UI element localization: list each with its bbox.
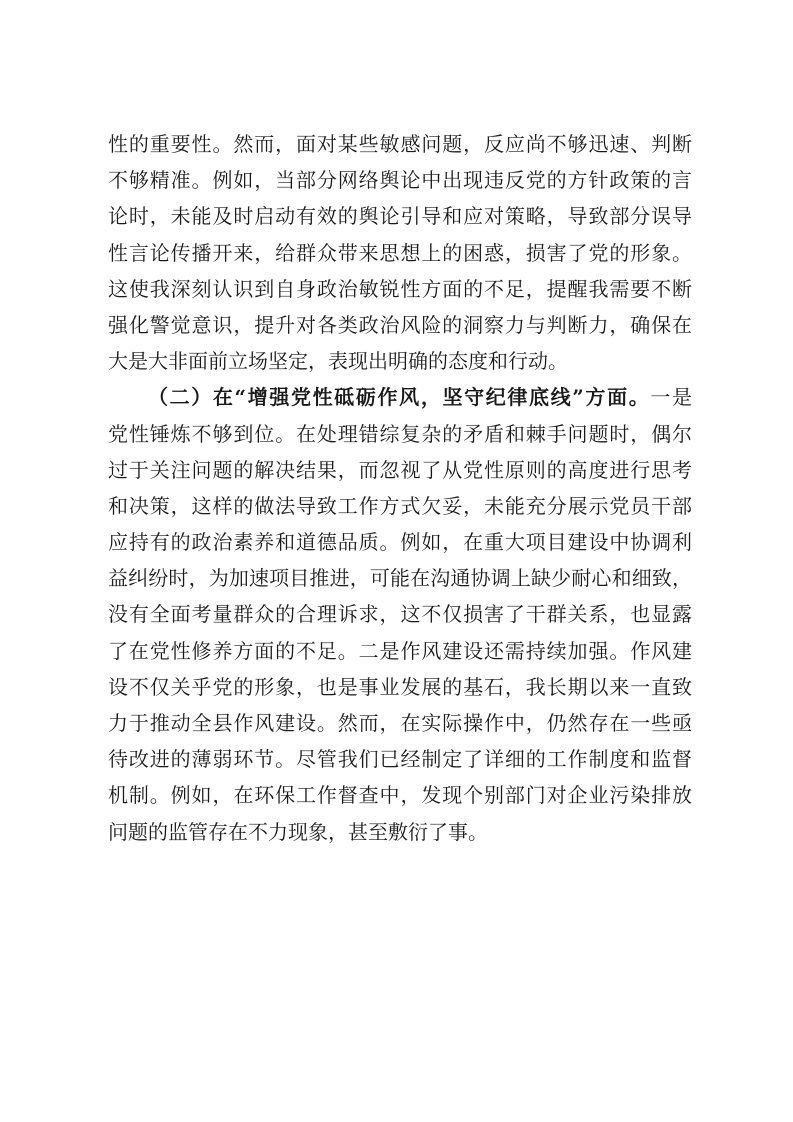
paragraph-2-line-12: 机制。例如，在环保工作督查中，发现个别部门对企业污染排放 [108,783,692,808]
paragraph-2-line-13: 问题的监管存在不力现象，甚至敷衍了事。 [108,819,488,844]
paragraph-2-line-11: 待改进的薄弱环节。尽管我们已经制定了详细的工作制度和监督 [108,747,692,772]
paragraph-2-line-1-tail: 一是 [650,385,692,410]
paragraph-2-line-5: 应持有的政治素养和道德品质。例如，在重大项目建设中协调利 [108,530,692,555]
paragraph-1-line-3: 论时，未能及时启动有效的舆论引导和应对策略，导致部分误导 [108,204,692,229]
paragraph-2-line-4: 和决策，这样的做法导致工作方式欠妥，未能充分展示党员干部 [108,493,692,518]
paragraph-2-line-2: 党性锤炼不够到位。在处理错综复杂的矛盾和棘手问题时，偶尔 [108,421,692,446]
paragraph-2-line-1 [108,379,692,415]
paragraph-2-line-7: 没有全面考量群众的合理诉求，这不仅损害了干群关系，也显露 [108,602,692,627]
paragraph-1-line-5: 这使我深刻认识到自身政治敏锐性方面的不足，提醒我需要不断 [108,276,692,301]
paragraph-2-line-10: 力于推动全县作风建设。然而，在实际操作中，仍然存在一些亟 [108,711,692,735]
section-heading: （二）在“增强党性砥砺作风，坚守纪律底线”方面。 [148,385,651,410]
paragraph-2-line-3: 过于关注问题的解决结果，而忽视了从党性原则的高度进行思考 [108,457,692,482]
paragraph-1-line-6: 强化警觉意识，提升对各类政治风险的洞察力与判断力，确保在 [108,312,692,337]
paragraph-1-line-7: 大是大非面前立场坚定，表现出明确的态度和行动。 [108,349,568,374]
paragraph-2-line-6: 益纠纷时，为加速项目推进，可能在沟通协调上缺少耐心和细致， [108,566,692,591]
paragraph-1-line-1: 性的重要性。然而，面对某些敏感问题，反应尚不够迅速、判断 [108,132,692,156]
paragraph-2-line-8: 了在党性修养方面的不足。二是作风建设还需持续加强。作风建 [108,638,692,663]
paragraph-1-line-2: 不够精准。例如，当部分网络舆论中出现违反党的方针政策的言 [108,168,692,193]
document-body [108,126,692,850]
paragraph-2-line-9: 设不仅关乎党的形象，也是事业发展的基石，我长期以来一直致 [108,674,692,699]
paragraph-1-line-4: 性言论传播开来，给群众带来思想上的困惑，损害了党的形象。 [108,240,692,265]
